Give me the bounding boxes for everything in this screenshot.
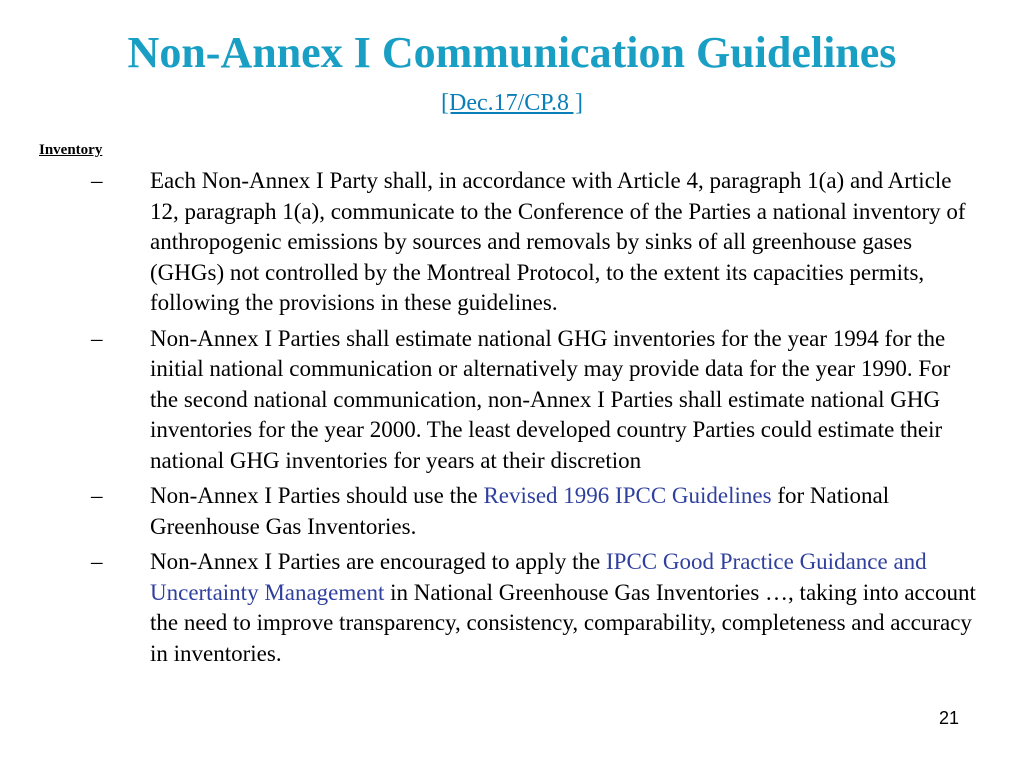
bullet-dash: – (91, 325, 103, 351)
bullet-item (0, 166, 982, 319)
decision-reference-link[interactable]: [Dec.17/CP.8 ] (441, 90, 583, 116)
bullet-dash: – (91, 483, 103, 508)
bullet-text-post: for National Greenhouse Gas Inventories. (150, 483, 890, 539)
bullet-dash: – (91, 549, 103, 574)
slide-subtitle (0, 88, 1024, 118)
bullet-text: Each Non-Annex I Party shall, in accordance with Article 4, paragraph 1(a) and Article 12, paragraph 1(a), communicate to the Conference of the Parties a national inventory of anthropogenic emissions by sources and removals by sinks of all greenhouse gases (GHGs) not controlled by the Montreal Protocol, to the extent its capacities permits, following the provisions in these guidelines. (150, 168, 966, 315)
ipcc-guidelines-link[interactable]: Revised 1996 IPCC Guidelines (483, 483, 772, 508)
slide-title: Non-Annex I Communication Guidelines (127, 28, 897, 77)
bullet-list (0, 166, 1024, 674)
bullet-dash: – (91, 168, 103, 193)
page-number: 21 (939, 708, 960, 728)
bullet-item (0, 324, 982, 477)
bullet-item (0, 481, 982, 542)
bullet-text: Non-Annex I Parties shall estimate national GHG inventories for the year 1994 for the initial national communication or alternatively may provide data for the year 1990. For the second national communication, non-Annex I Parties shall estimate national GHG inventories for the year 2000. The least developed country Parties could estimate their national GHG inventories for years at their discretion (150, 325, 951, 473)
section-heading-inventory: Inventory (39, 142, 103, 158)
ipcc-good-practice-link[interactable]: IPCC Good Practice Guidance and Uncertainty Management (150, 549, 927, 605)
bullet-item (0, 547, 982, 669)
bullet-text-post: in National Greenhouse Gas Inventories …, taking into account the need to improve transparency, consistency, comparability, completeness and accuracy in inventories. (150, 579, 976, 666)
bullet-text-pre: Non-Annex I Parties should use the (150, 483, 484, 508)
bullet-text-pre: Non-Annex I Parties are encouraged to apply the (150, 549, 607, 574)
